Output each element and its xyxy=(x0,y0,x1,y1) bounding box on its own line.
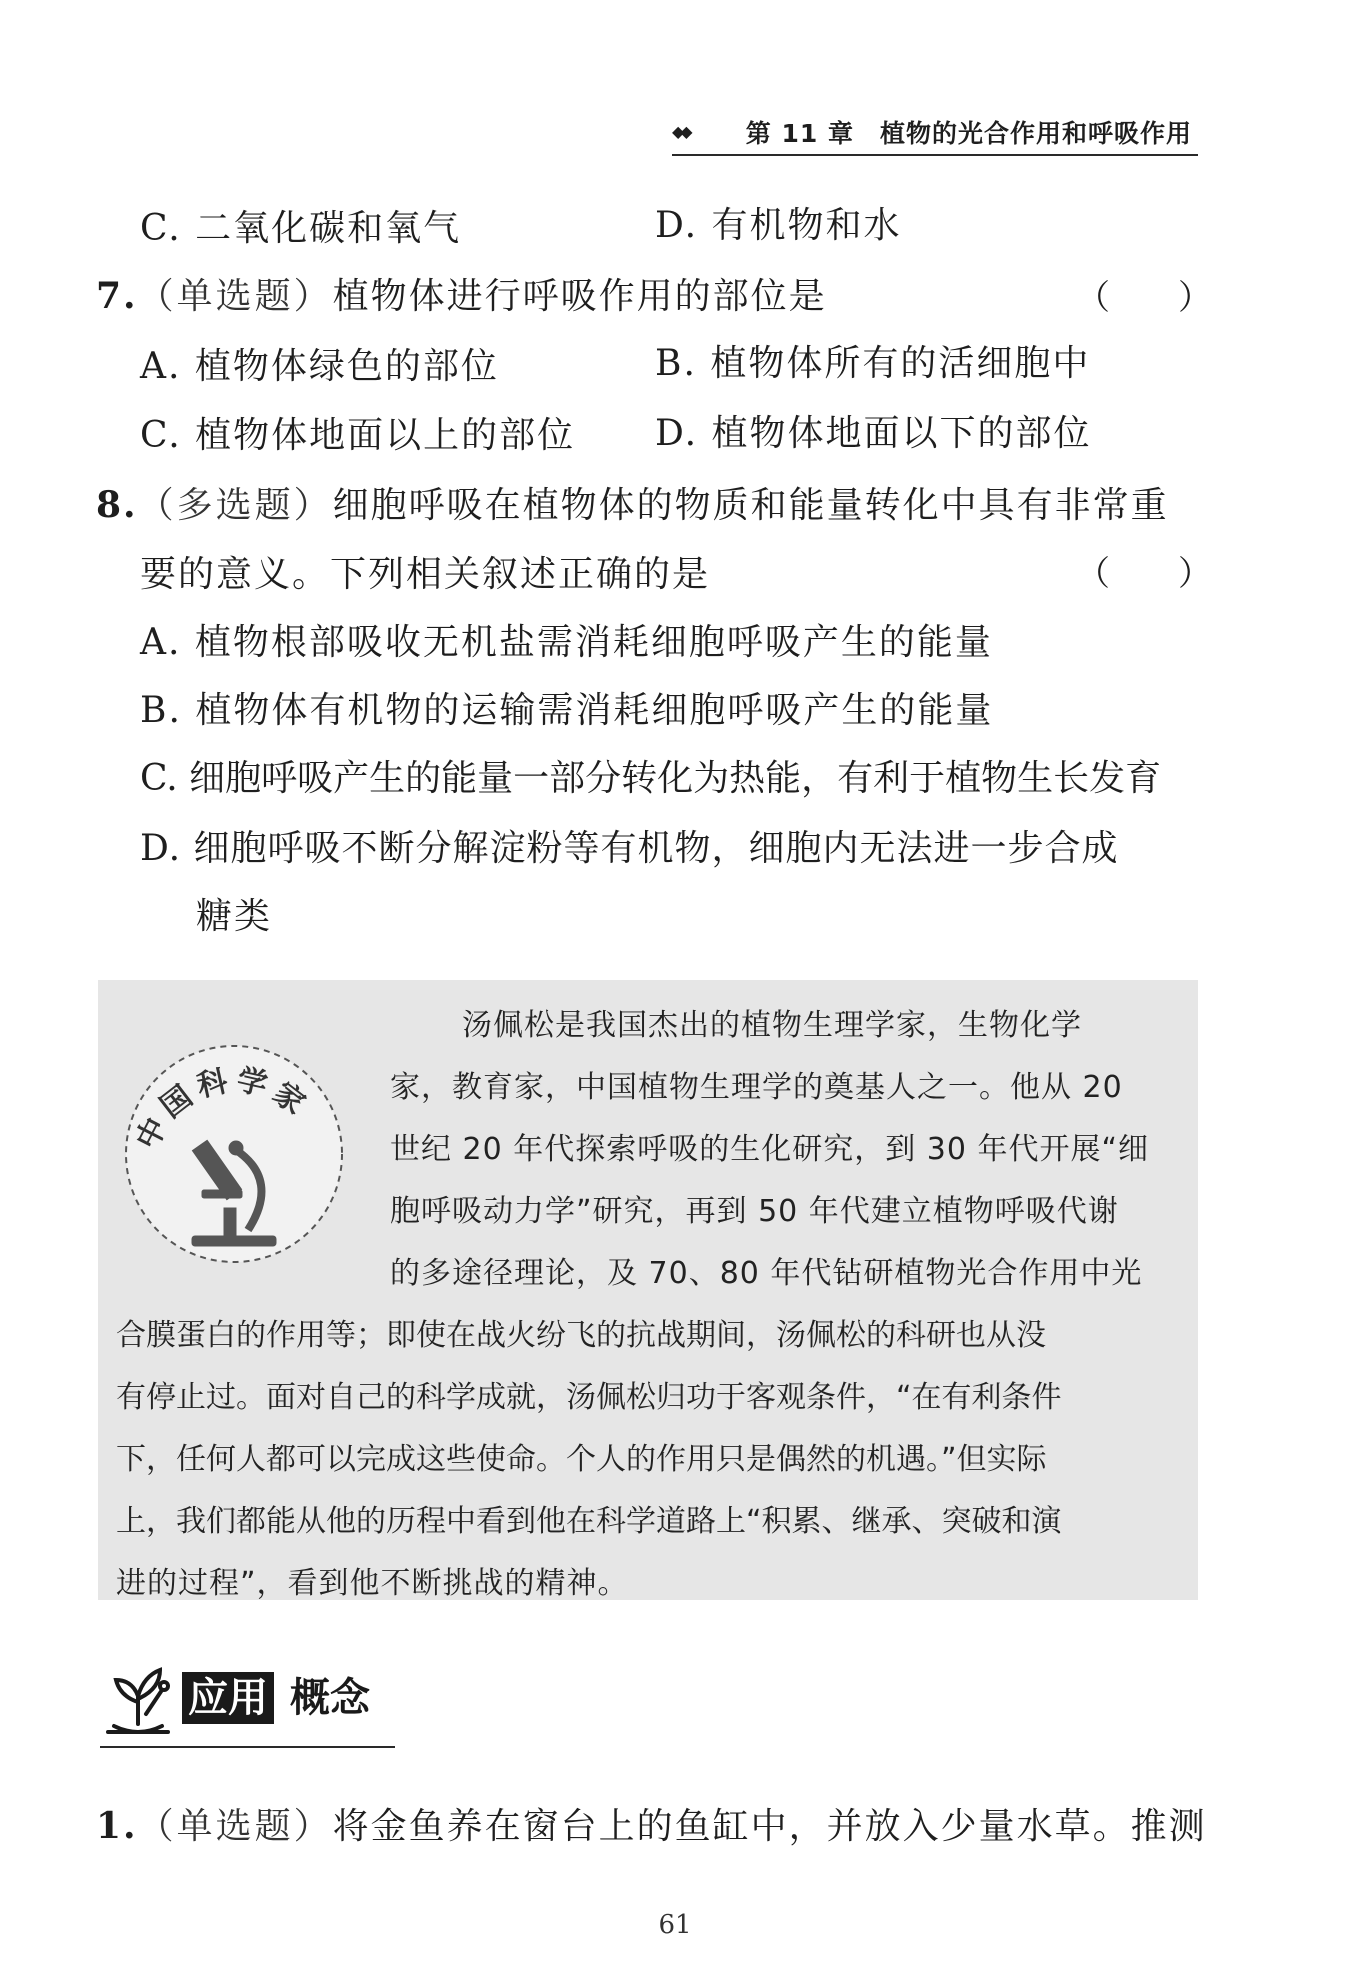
scientist-text-line: 下，任何人都可以完成这些使命。个人的作用只是偶然的机遇。”但实际 xyxy=(116,1442,1047,1477)
page-number: 61 xyxy=(658,1910,692,1940)
scientist-text-line: 家，教育家，中国植物生理学的奠基人之一。他从 20 xyxy=(390,1070,1123,1105)
q7-type: （单选题） xyxy=(137,276,333,317)
q7-answer-blank[interactable]: （ ） xyxy=(1076,278,1212,318)
q6-option-d: D. 有机物和水 xyxy=(655,205,902,246)
q1-stem: 将金鱼养在窗台上的鱼缸中，并放入少量水草。推测 xyxy=(332,1806,1207,1847)
q1-type: （单选题） xyxy=(137,1806,333,1847)
q7-stem: 植物体进行呼吸作用的部位是 xyxy=(332,276,827,317)
q8-option-b: B. 植物体有机物的运输需消耗细胞呼吸产生的能量 xyxy=(140,690,994,731)
q7-option-b: B. 植物体所有的活细胞中 xyxy=(655,343,1091,384)
section-title-rest: 概念 xyxy=(290,1675,370,1721)
scientist-badge xyxy=(120,1040,348,1268)
q7-option-d: D. 植物体地面以下的部位 xyxy=(655,413,1092,454)
q8-stem-line-1 xyxy=(96,477,1169,528)
q8-number: 8. xyxy=(96,484,138,526)
q8-type: （多选题） xyxy=(137,485,333,526)
scientist-text-line: 的多途径理论，及 70、80 年代钻研植物光合作用中光 xyxy=(390,1256,1143,1291)
q1-stem-line xyxy=(96,1798,1207,1849)
scientist-text-line: 胞呼吸动力学”研究，再到 50 年代建立植物呼吸代谢 xyxy=(390,1194,1119,1229)
q7-stem-line xyxy=(96,268,827,319)
q7-option-a: A. 植物体绿色的部位 xyxy=(140,346,499,387)
q8-stem-1: 细胞呼吸在植物体的物质和能量转化中具有非常重 xyxy=(332,485,1169,526)
chapter-title: 第 11 章 植物的光合作用和呼吸作用 xyxy=(745,119,1192,148)
scientist-text-line: 世纪 20 年代探索呼吸的生化研究，到 30 年代开展“细 xyxy=(390,1132,1150,1167)
plant-microscope-icon xyxy=(100,1656,176,1740)
q8-option-d-line-2: 糖类 xyxy=(196,896,273,937)
scientist-text-line: 汤佩松是我国杰出的植物生理学家，生物化学 xyxy=(462,1008,1082,1043)
q8-stem-line-2: 要的意义。下列相关叙述正确的是 xyxy=(140,554,711,595)
badge-text-path: 中国科学家 xyxy=(129,1062,317,1156)
q6-option-c: C. 二氧化碳和氧气 xyxy=(140,208,462,249)
scientist-text-line: 进的过程”，看到他不断挑战的精神。 xyxy=(116,1566,629,1601)
q8-answer-blank[interactable]: （ ） xyxy=(1076,554,1212,594)
scientist-feature-box xyxy=(98,980,1198,1600)
q8-option-a: A. 植物根部吸收无机盐需消耗细胞呼吸产生的能量 xyxy=(140,622,993,663)
scientist-text-line: 上，我们都能从他的历程中看到他在科学道路上“积累、继承、突破和演 xyxy=(116,1504,1062,1539)
q7-number: 7. xyxy=(96,275,138,317)
scientist-text-line: 有停止过。面对自己的科学成就，汤佩松归功于客观条件，“在有利条件 xyxy=(116,1380,1062,1415)
section-heading xyxy=(100,1650,395,1748)
q8-option-d-line-1: D. 细胞呼吸不断分解淀粉等有机物，细胞内无法进一步合成 xyxy=(140,828,1119,869)
chapter-header xyxy=(672,110,1198,156)
q1-number: 1. xyxy=(96,1805,138,1847)
diamond-bullet-icon: ◆◆ xyxy=(672,122,689,141)
q7-option-c: C. 植物体地面以上的部位 xyxy=(140,415,576,456)
q8-option-c: C. 细胞呼吸产生的能量一部分转化为热能，有利于植物生长发育 xyxy=(140,758,1162,799)
scientist-text-line: 合膜蛋白的作用等；即使在战火纷飞的抗战期间，汤佩松的科研也从没 xyxy=(116,1318,1046,1353)
section-highlight: 应用 xyxy=(182,1672,274,1724)
